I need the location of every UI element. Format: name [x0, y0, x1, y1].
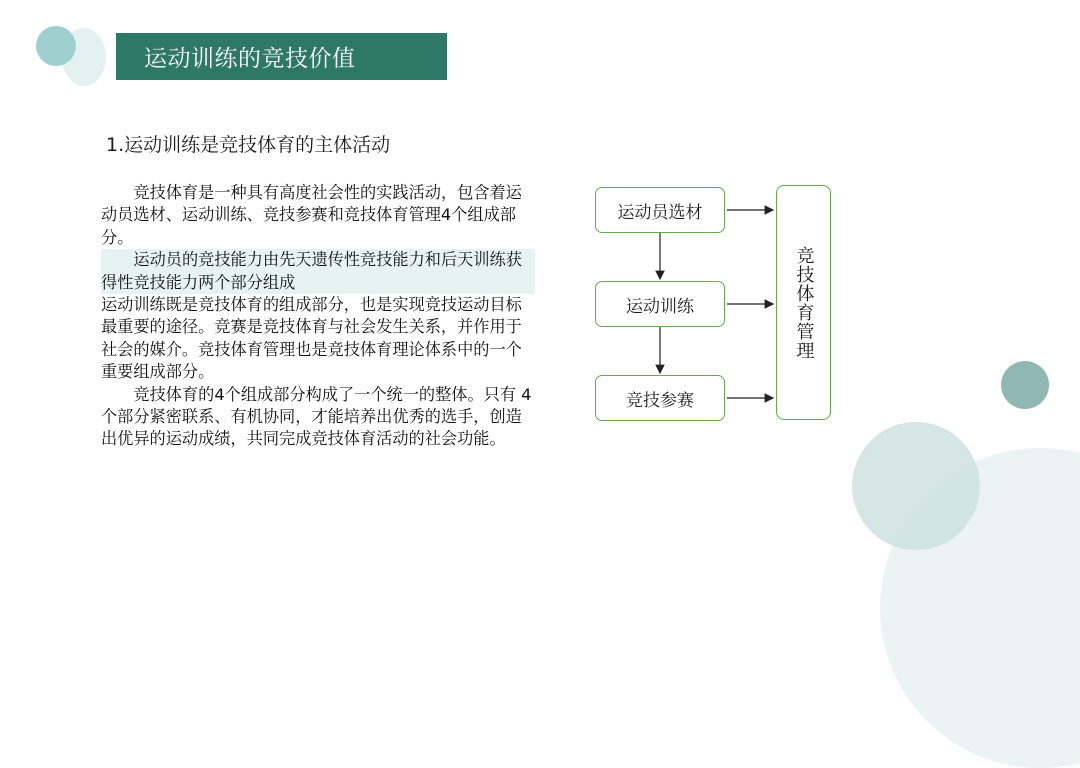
node-label: 运动训练: [626, 296, 694, 317]
paragraph-1: 竞技体育是一种具有高度社会性的实践活动，包含着运动员选材、运动训练、竞技参赛和竞技体育管理4个组成部分。: [101, 183, 522, 247]
node-athlete-selection: [595, 187, 725, 233]
slide-title: [116, 33, 447, 80]
node-competition: [595, 375, 725, 421]
paragraph-4: 竞技体育的4个组成部分构成了一个统一的整体。只有 4 个部分紧密联系、有机协同，才能培养出优秀的选手，创造出优异的运动成绩，共同完成竞技体育活动的社会功能。: [101, 384, 532, 449]
node-sports-training: [595, 281, 725, 327]
paragraph-3: 运动训练既是竞技体育的组成部分，也是实现竞技运动目标最重要的途径。竞赛是竞技体育与社会发生关系，并作用于社会的媒介。竞技体育管理也是竞技体育理论体系中的一个重要组成部分。: [101, 295, 522, 382]
node-sports-management: [776, 185, 831, 420]
node-label: 竞技参赛: [626, 390, 694, 411]
slide-title-text: 运动训练的竞技价值: [144, 46, 356, 72]
node-label: 运动员选材: [617, 202, 703, 223]
section-heading: 1.运动训练是竞技体育的主体活动: [106, 134, 391, 156]
node-label-vertical: 竞技体育管理: [793, 245, 815, 360]
paragraph-2: 运动员的竞技能力由先天遗传性竞技能力和后天训练获得性竞技能力两个部分组成: [101, 249, 535, 294]
